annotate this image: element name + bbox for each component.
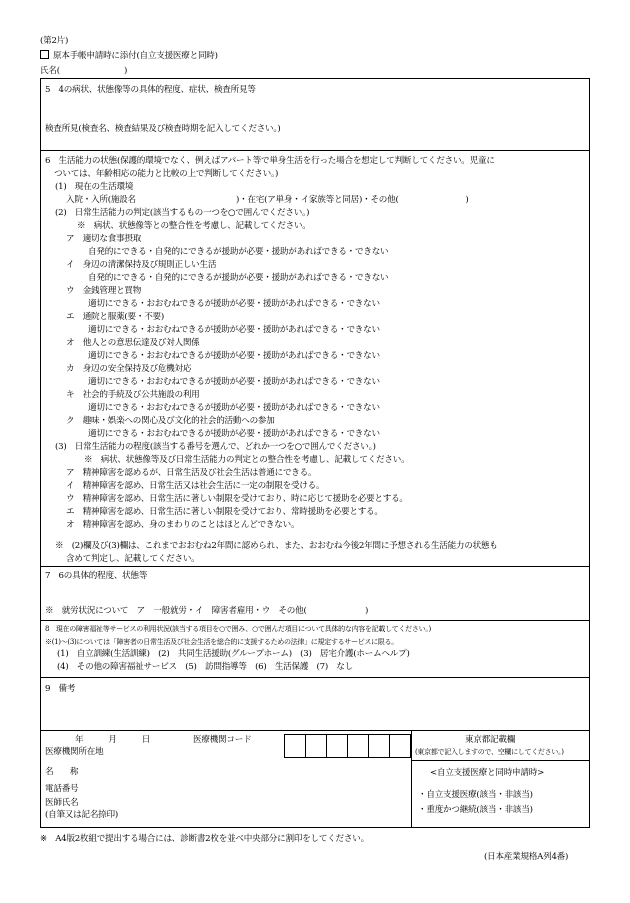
page-label: (第2片): [40, 36, 69, 46]
ability-item-options[interactable]: 適切にできる・おおむねできるが援助が必要・援助があればできる・できない: [88, 377, 380, 387]
employment-status[interactable]: ※ 就労状況について ア 一般就労・イ 障害者雇用・ウ その他( ): [45, 606, 369, 616]
institution-name-label: 名 称: [45, 767, 79, 777]
ability-level-option[interactable]: ウ 精神障害を認め、日常生活に著しい制限を受けており、時に応じて援助を必要とする。: [66, 494, 408, 504]
section-8-note: ※(1)～(3)については「障害者の日常生活及び社会生活を総合的に支援するための法律」に規定するサービスに限る。: [45, 638, 398, 646]
daily-ability-level-note: ※ 病状、状態像等及び日常生活能力の判定との整合性を考慮し、記載してください。: [84, 455, 410, 465]
ability-item-label: エ 通院と服薬(要・不要): [66, 312, 164, 322]
daily-ability-level-title: (3) 日常生活能力の程度(該当する番号を選んで、どれか一つを○で囲んでください。): [55, 442, 376, 452]
ability-item-options[interactable]: 適切にできる・おおむねできるが援助が必要・援助があればできる・できない: [88, 351, 380, 361]
ability-item-label: ア 適切な食事摂取: [66, 234, 142, 244]
ability-level-option[interactable]: ア 精神障害を認めるが、日常生活及び社会生活は普通にできる。: [66, 468, 317, 478]
section-5-exam-findings: 検査所見(検査名、検査結果及び検査時期を記入してください。): [45, 124, 281, 134]
living-environment-options[interactable]: 入院・入所(施設名 )・在宅(ア単身・イ家族等と同居)・その他( ): [66, 195, 469, 205]
institution-code-cell[interactable]: [284, 734, 306, 758]
institution-code-cell[interactable]: [368, 734, 390, 758]
ability-item-label: キ 社会的手続及び公共施設の利用: [66, 390, 200, 400]
daily-ability-note: ※ 病状、状態像等との整合性を考慮し、記載してください。: [77, 221, 311, 231]
signature-note: (自筆又は記名捺印): [45, 810, 118, 820]
tokyo-subtitle: <自立支援医療と同時申請時>: [430, 768, 545, 778]
service-options-line1[interactable]: (1) 自立訓練(生活訓練) (2) 共同生活援助(グループホーム) (3) 居宅介護(ホームヘルプ): [57, 649, 410, 659]
section-6-footnote-line1: ※ (2)欄及び(3)欄は、これまでおおむね2年間に認められ、また、おおむね今後2年間に予想される生活能力の状態も: [55, 541, 498, 551]
institution-code-cell[interactable]: [326, 734, 348, 758]
attach-note: [40, 50, 218, 62]
institution-code-cell[interactable]: [305, 734, 327, 758]
section-8-title: 8 現在の障害福祉等サービスの利用状況(該当する項目を○で囲み、○で囲んだ項目について具体的な内容を記載してください。): [45, 625, 431, 633]
ability-item-options[interactable]: 自発的にできる・自発的にできるが援助が必要・援助があればできる・できない: [88, 247, 389, 257]
ability-item-options[interactable]: 適切にできる・おおむねできるが援助が必要・援助があればできる・できない: [88, 325, 380, 335]
service-options-line2[interactable]: (4) その他の障害福祉サービス (5) 訪問指導等 (6) 生活保護 (7) なし: [57, 662, 354, 672]
ability-item-options[interactable]: 適切にできる・おおむねできるが援助が必要・援助があればできる・できない: [88, 403, 380, 413]
ability-level-option[interactable]: オ 精神障害を認め、身のまわりのことはほとんどできない。: [66, 520, 300, 530]
attach-note-text: 原本手帳申請時に添付(自立支援医療と同時): [53, 51, 218, 61]
tokyo-item-severe: ・重度かつ継続(該当・非該当): [418, 805, 533, 815]
ability-item-options[interactable]: 自発的にできる・自発的にできるが援助が必要・援助があればできる・できない: [88, 273, 389, 283]
section-6-footnote-line2: 含めて判定し、記載してください。: [66, 554, 200, 564]
section-9-title: 9 備考: [45, 684, 76, 694]
ability-level-option[interactable]: イ 精神障害を認め、日常生活又は社会生活に一定の制限を受ける。: [66, 481, 325, 491]
tokyo-item-self-support: ・自立支援医療(該当・非該当): [418, 790, 533, 800]
ability-item-options[interactable]: 適切にできる・おおむねできるが援助が必要・援助があればできる・できない: [88, 429, 380, 439]
doctor-name-label: 医師氏名: [45, 798, 79, 808]
ability-item-label: ク 趣味・娯楽への関心及び文化的社会的活動への参加: [66, 416, 275, 426]
section-6-title-line2: ついては、年齢相応の能力と比較の上で判断してください。): [54, 169, 279, 179]
institution-code-label: 医療機関コード: [193, 735, 252, 745]
ability-item-label: イ 身辺の清潔保持及び規則正しい生活: [66, 260, 217, 270]
tokyo-section-title: 東京都記載欄: [465, 735, 516, 745]
tokyo-section-note: (東京都で記入しますので、空欄にしてください。): [415, 748, 564, 756]
living-environment-title: (1) 現在の生活環境: [55, 182, 134, 192]
institution-address-label: 医療機関所在地: [45, 747, 104, 757]
ability-item-label: カ 身辺の安全保持及び危機対応: [66, 364, 192, 374]
phone-label: 電話番号: [45, 784, 79, 794]
ability-level-option[interactable]: エ 精神障害を認め、日常生活に著しい制限を受けており、常時援助を必要とする。: [66, 507, 383, 517]
name-label: 氏名(: [40, 66, 60, 76]
name-close: ): [124, 66, 128, 76]
section-5-title: 5 4の病状、状態像等の具体的程度、症状、検査所見等: [45, 85, 256, 95]
section-6-title-line1: 6 生活能力の状態(保護的環境でなく、例えばアパート等で単身生活を行った場合を想定して判断してください。児童に: [45, 156, 495, 166]
ability-item-label: オ 他人との意思伝達及び対人関係: [66, 338, 200, 348]
daily-ability-title: (2) 日常生活能力の判定(該当するもの一つを○で囲んでください。): [55, 208, 310, 218]
date-field[interactable]: 年 月 日: [75, 735, 151, 745]
institution-code-cell[interactable]: [389, 734, 411, 758]
paper-standard: (日本産業規格A列4番): [484, 852, 569, 862]
bottom-note: ※ A4版2枚組で提出する場合には、診断書2枚を並べ中央部分に割印をしてください。: [40, 834, 369, 844]
institution-code-cell[interactable]: [347, 734, 369, 758]
ability-item-label: ウ 金銭管理と買物: [66, 286, 142, 296]
attach-checkbox[interactable]: [40, 50, 49, 59]
ability-item-options[interactable]: 適切にできる・おおむねできるが援助が必要・援助があればできる・できない: [88, 299, 380, 309]
section-7-title: 7 6の具体的程度、状態等: [45, 571, 148, 581]
